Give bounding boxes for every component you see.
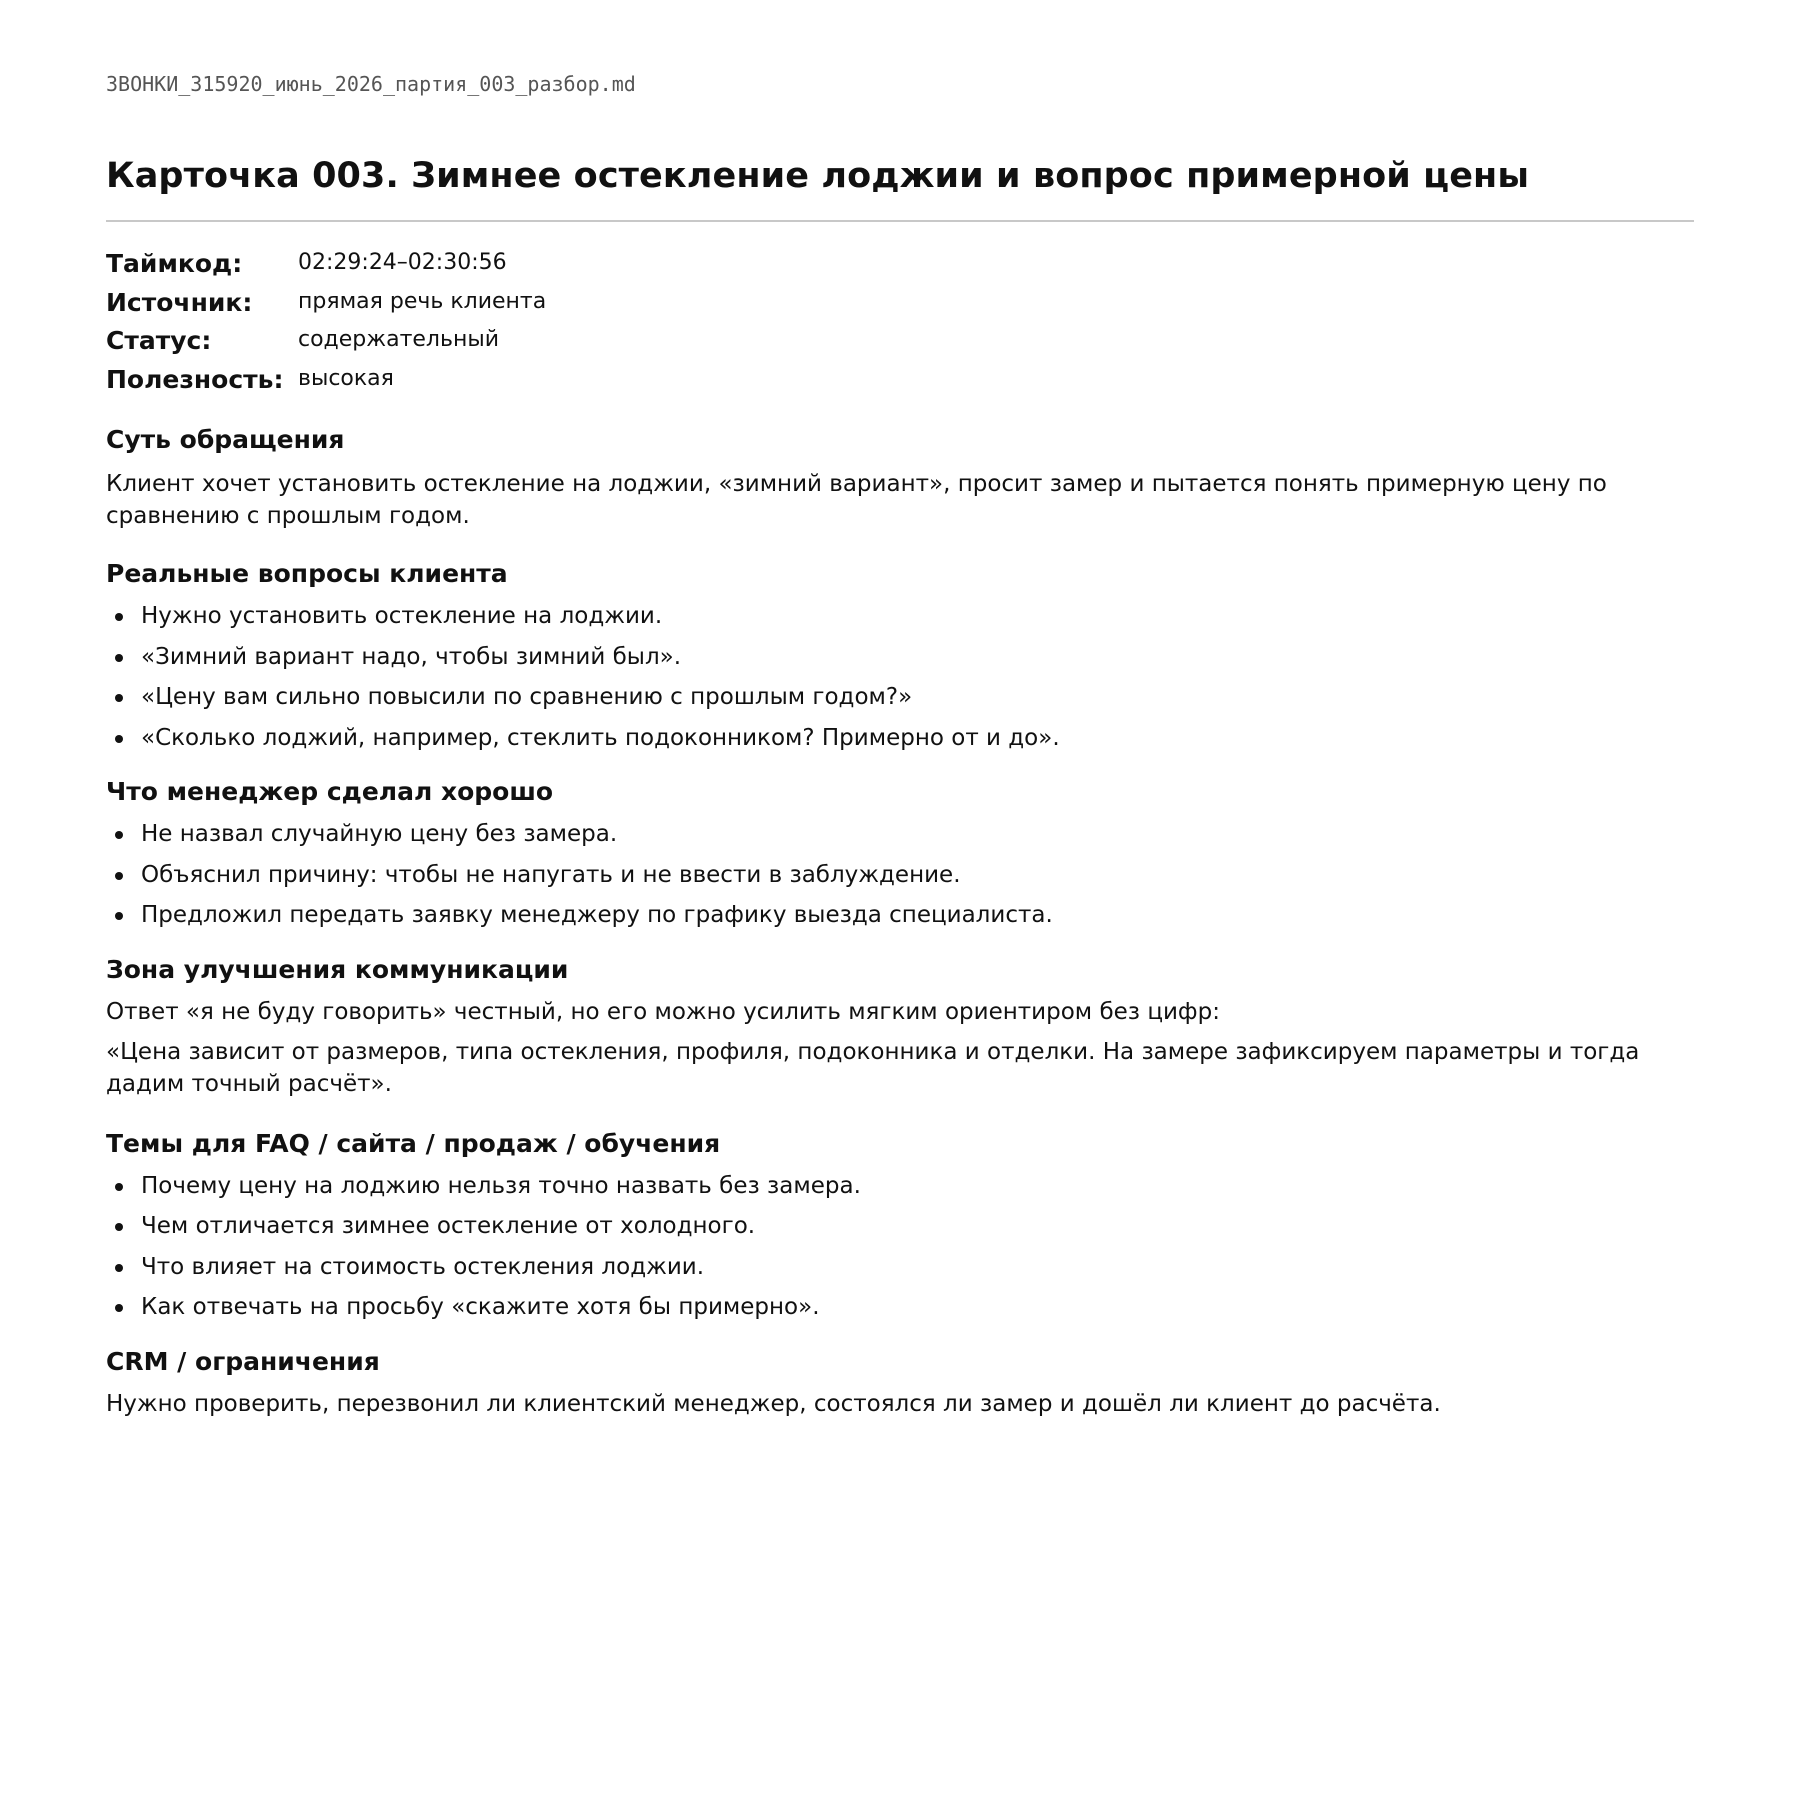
list-item-text: «Зимний вариант надо, чтобы зимний был». <box>141 643 682 670</box>
bullet-dot-icon <box>115 654 123 662</box>
bullet-dot-icon <box>115 1223 123 1231</box>
list-item-text: Как отвечать на просьбу «скажите хотя бы примерно». <box>141 1294 820 1320</box>
meta-row-source <box>106 287 1694 326</box>
bullet-dot-icon <box>115 1264 123 1272</box>
section-text: Нужно проверить, перезвонил ли клиентский менеджер, состоялся ли замер и дошёл ли клиент до расчёта. <box>106 1390 1441 1417</box>
meta-key: Таймкод: <box>106 249 243 278</box>
meta-row-status <box>106 325 1694 364</box>
meta-block <box>106 248 1694 402</box>
page-title: Карточка 003. Зимнее остекление лоджии и вопрос примерной цены <box>106 156 1530 196</box>
section-text: Клиент хочет установить остекление на лоджии, «зимний вариант», просит замер и пытается понять примерную цену по сравнению с прошлым годом. <box>106 471 1607 529</box>
list-item <box>106 818 1694 859</box>
list-item-text: Что влияет на стоимость остекления лоджии. <box>141 1253 705 1280</box>
list-item <box>106 1170 1694 1211</box>
meta-row-usefulness <box>106 364 1694 403</box>
bullet-list <box>106 818 1694 940</box>
file-name: ЗВОНКИ_315920_июнь_2026_партия_003_разбор.md <box>106 72 636 96</box>
bullet-list <box>106 600 1694 762</box>
section-essence <box>106 424 1694 532</box>
list-item <box>106 722 1694 763</box>
meta-value: высокая <box>298 365 394 391</box>
list-item <box>106 899 1694 940</box>
section-questions <box>106 558 1694 762</box>
list-item-text: Чем отличается зимнее остекление от холодного. <box>141 1213 756 1239</box>
list-item <box>106 600 1694 641</box>
section-good <box>106 776 1694 940</box>
meta-key: Статус: <box>106 326 212 355</box>
bullet-list <box>106 1170 1694 1332</box>
section-title: Суть обращения <box>106 425 345 454</box>
section-crm <box>106 1346 1694 1420</box>
list-item <box>106 859 1694 900</box>
list-item-text: Предложил передать заявку менеджеру по графику выезда специалиста. <box>141 902 1053 928</box>
list-item-text: «Сколько лоджий, например, стеклить подоконником? Примерно от и до». <box>141 724 1060 751</box>
bullet-dot-icon <box>115 1183 123 1191</box>
section-title: Зона улучшения коммуникации <box>106 954 569 984</box>
meta-key: Полезность: <box>106 364 284 394</box>
section-topics <box>106 1128 1694 1332</box>
bullet-dot-icon <box>115 912 123 920</box>
list-item <box>106 1210 1694 1251</box>
bullet-dot-icon <box>115 872 123 880</box>
meta-row-timecode <box>106 248 1694 287</box>
meta-value: прямая речь клиента <box>298 288 547 314</box>
bullet-dot-icon <box>115 694 123 702</box>
list-item-text: Нужно установить остекление на лоджии. <box>141 603 663 629</box>
section-improve <box>106 954 1694 1100</box>
list-item <box>106 1291 1694 1332</box>
bullet-dot-icon <box>115 1304 123 1312</box>
section-title: Что менеджер сделал хорошо <box>106 777 554 806</box>
section-title: CRM / ограничения <box>106 1346 380 1376</box>
list-item <box>106 681 1694 722</box>
section-text: Ответ «я не буду говорить» честный, но его можно усилить мягким ориентиром без цифр: <box>106 998 1220 1025</box>
meta-value: содержательный <box>298 327 499 352</box>
bullet-dot-icon <box>115 613 123 621</box>
list-item-text: «Цену вам сильно повысили по сравнению с прошлым годом?» <box>141 684 913 710</box>
list-item-text: Не назвал случайную цену без замера. <box>141 821 618 847</box>
bullet-dot-icon <box>115 831 123 839</box>
meta-value: 02:29:24–02:30:56 <box>298 250 507 275</box>
section-title: Темы для FAQ / сайта / продаж / обучения <box>106 1128 721 1158</box>
list-item-text: Почему цену на лоджию нельзя точно назвать без замера. <box>141 1172 861 1199</box>
list-item-text: Объяснил причину: чтобы не напугать и не ввести в заблуждение. <box>141 861 961 888</box>
meta-key: Источник: <box>106 287 253 317</box>
bullet-dot-icon <box>115 735 123 743</box>
section-title: Реальные вопросы клиента <box>106 559 508 588</box>
title-divider <box>106 220 1694 222</box>
list-item <box>106 641 1694 682</box>
section-quote: «Цена зависит от размеров, типа остекления, профиля, подоконника и отделки. На замере зафиксируем параметры и тогда дадим точный расчёт». <box>106 1038 1640 1097</box>
list-item <box>106 1251 1694 1292</box>
